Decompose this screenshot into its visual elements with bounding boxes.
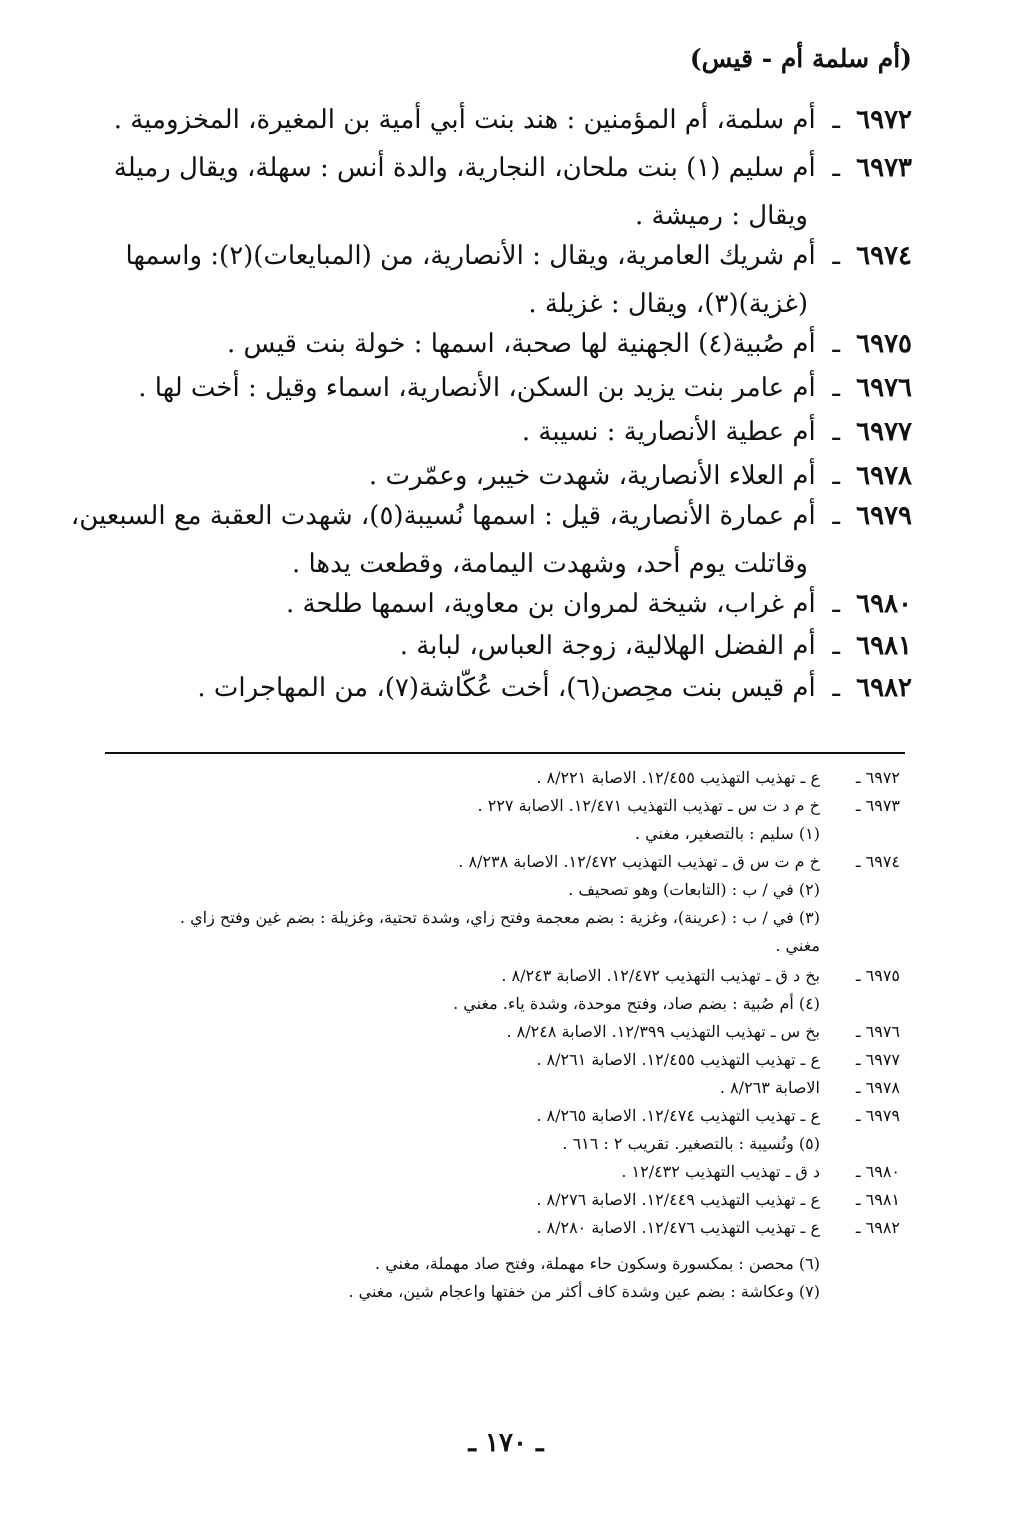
footnote-divider [105,752,905,754]
entry-text: أم عطية الأنصارية : نسيبة . [521,417,816,447]
footnote-number: ٦٩٨١ ـ [855,1190,900,1209]
footnote-text: ع ـ تهذيب التهذيب ١٢/٤٧٦. الاصابة ٨/٢٨٠ . [536,1218,820,1237]
entry-number: ٦٩٧٢ [856,105,912,135]
entry-6978: ٦٩٧٨ـ أم العلاء الأنصارية، شهدت خيبر، وعمّرت . [112,452,912,500]
footnote-text: ع ـ تهذيب التهذيب ١٢/٤٧٤. الاصابة ٨/٢٦٥ . [536,1106,820,1125]
footnote-text: بخ س ـ تهذيب التهذيب ١٢/٣٩٩. الاصابة ٨/٢٤٨ . [506,1022,820,1041]
footnote-text: بخ د ق ـ تهذيب التهذيب ١٢/٤٧٢. الاصابة ٨/٢٤٣ . [501,966,820,985]
footnote-line [110,876,900,904]
entry-text: أم العلاء الأنصارية، شهدت خيبر، وعمّرت . [368,461,816,491]
footnote-text: (٧) وعكاشة : بضم عين وشدة كاف أكثر من خفتها واعجام شين، مغني . [348,1282,820,1301]
footnote-line [110,1102,900,1130]
footnote-line [110,792,900,820]
entry-6982: ٦٩٨٢ـ أم قيس بنت محِصن(٦)، أخت عُكّاشة(٧)، من المهاجرات . [112,664,912,712]
footnote-text: (٣) في / ب : (عرينة)، وغزية : بضم معجمة وفتح زاي، وشدة تحتية، وغزيلة : بضم غين وفتح زاي . [179,908,820,927]
entry-6980: ٦٩٨٠ـ أم غراب، شيخة لمروان بن معاوية، اسمها طلحة . [112,580,912,628]
entry-number: ٦٩٨٠ [856,589,912,619]
footnote-text: (٤) أم صُبية : بضم صاد، وفتح موحدة، وشدة ياء. مغني . [453,994,820,1013]
footnote-number: ٦٩٧٣ ـ [855,796,900,815]
footnote-text: (٥) ونُسيبة : بالتصغير. تقريب ٢ : ٦١٦ . [562,1134,820,1153]
footnote-line [110,1074,900,1102]
entry-text: أم قيس بنت محِصن(٦)، أخت عُكّاشة(٧)، من المهاجرات . [197,673,816,703]
footnote-line [110,1186,900,1214]
footnote-number: ٦٩٧٧ ـ [855,1050,900,1069]
entry-number: ٦٩٧٣ [856,153,912,183]
entry-continuation: (غزية)(٣)، ويقال : غزيلة . [528,289,808,319]
footnote-line [110,990,900,1018]
entry-text: أم الفضل الهلالية، زوجة العباس، لبابة . [399,631,816,661]
entry-number: ٦٩٧٤ [856,241,912,271]
footnote-line [110,848,900,876]
footnote-text: (٦) محصن : بمكسورة وسكون حاء مهملة، وفتح صاد مهملة، مغني . [375,1254,820,1273]
footnote-number: ٦٩٧٩ ـ [855,1106,900,1125]
entry-text: أم صُبية(٤) الجهنية لها صحبة، اسمها : خولة بنت قيس . [227,329,816,359]
footnote-number: ٦٩٧٦ ـ [855,1022,900,1041]
entry-number: ٦٩٧٧ [856,417,912,447]
footnote-text: الاصابة ٨/٢٦٣ . [719,1078,820,1097]
entry-text: أم غراب، شيخة لمروان بن معاوية، اسمها طلحة . [285,589,816,619]
footnote-line [110,1278,900,1306]
entry-6974: ٦٩٧٤ـ أم شريك العامرية، ويقال : الأنصارية، من (المبايعات)(٢): واسمها (غزية)(٣)، ويقال : غزيلة . [112,232,912,328]
entry-number: ٦٩٧٨ [856,461,912,491]
entry-continuation: وقاتلت يوم أحد، وشهدت اليمامة، وقطعت يدها . [291,549,808,579]
entry-6973: ٦٩٧٣ـ أم سليم (١) بنت ملحان، النجارية، والدة أنس : سهلة، ويقال رميلة ويقال : رميشة . [112,144,912,240]
footnote-text: ع ـ تهذيب التهذيب ١٢/٤٥٥. الاصابة ٨/٢٢١ . [536,768,820,787]
entry-text: أم عامر بنت يزيد بن السكن، الأنصارية، اسماء وقيل : أخت لها . [138,373,816,403]
footnote-line [110,1214,900,1242]
entry-6979: ٦٩٧٩ـ أم عمارة الأنصارية، قيل : اسمها نُسيبة(٥)، شهدت العقبة مع السبعين، وقاتلت يوم أحد، وشهدت اليمامة، وقطعت يدها . [112,492,912,588]
entry-number: ٦٩٨٢ [856,673,912,703]
footnote-text: ع ـ تهذيب التهذيب ١٢/٤٥٥. الاصابة ٨/٢٦١ . [536,1050,820,1069]
footnote-text: خ م ت س ق ـ تهذيب التهذيب ١٢/٤٧٢. الاصابة ٨/٢٣٨ . [458,852,820,871]
footnote-number: ٦٩٧٥ ـ [855,966,900,985]
entry-text: أم سليم (١) بنت ملحان، النجارية، والدة أنس : سهلة، ويقال رميلة [113,153,816,183]
footnote-line [110,1250,900,1278]
entry-6972: ٦٩٧٢ـ أم سلمة، أم المؤمنين : هند بنت أبي أمية بن المغيرة، المخزومية . [112,96,912,144]
entry-6975: ٦٩٧٥ـ أم صُبية(٤) الجهنية لها صحبة، اسمها : خولة بنت قيس . [112,320,912,368]
entry-number: ٦٩٧٩ [856,501,912,531]
page-number: ـ ١٧٠ ـ [468,1428,544,1458]
entry-6977: ٦٩٧٧ـ أم عطية الأنصارية : نسيبة . [112,408,912,456]
footnote-line [110,1130,900,1158]
footnote-line [110,1158,900,1186]
footnote-number: ٦٩٧٤ ـ [855,852,900,871]
entry-6976: ٦٩٧٦ـ أم عامر بنت يزيد بن السكن، الأنصارية، اسماء وقيل : أخت لها . [112,364,912,412]
entry-number: ٦٩٨١ [856,631,912,661]
footnote-text: (١) سليم : بالتصغير، مغني . [634,824,820,843]
footnote-continuation: مغني . [775,936,820,955]
entry-number: ٦٩٧٥ [856,329,912,359]
entry-number: ٦٩٧٦ [856,373,912,403]
entry-6981: ٦٩٨١ـ أم الفضل الهلالية، زوجة العباس، لبابة . [112,622,912,670]
entry-continuation: ويقال : رميشة . [634,201,808,231]
footnote-number: ٦٩٧٨ ـ [855,1078,900,1097]
running-head: (أم سلمة أم - قيس) [689,44,912,73]
footnote-text: د ق ـ تهذيب التهذيب ١٢/٤٣٢ . [621,1162,820,1181]
footnote-line [110,1018,900,1046]
footnote-line [110,1046,900,1074]
footnote-text: خ م د ت س ـ تهذيب التهذيب ١٢/٤٧١. الاصابة ٢٢٧ . [477,796,820,815]
footnote-line [110,820,900,848]
footnote-number: ٦٩٨٠ ـ [855,1162,900,1181]
footnote-line [100,904,900,960]
entry-text: أم سلمة، أم المؤمنين : هند بنت أبي أمية بن المغيرة، المخزومية . [113,105,816,135]
entry-text: أم عمارة الأنصارية، قيل : اسمها نُسيبة(٥)، شهدت العقبة مع السبعين، [70,501,816,531]
footnote-number: ٦٩٧٢ ـ [855,768,900,787]
footnote-line [110,764,900,792]
footnote-number: ٦٩٨٢ ـ [855,1218,900,1237]
footnote-text: ع ـ تهذيب التهذيب ١٢/٤٤٩. الاصابة ٨/٢٧٦ . [536,1190,820,1209]
entry-text: أم شريك العامرية، ويقال : الأنصارية، من (المبايعات)(٢): واسمها [125,241,816,271]
footnote-text: (٢) في / ب : (التابعات) وهو تصحيف . [568,880,820,899]
footnote-line [110,962,900,990]
